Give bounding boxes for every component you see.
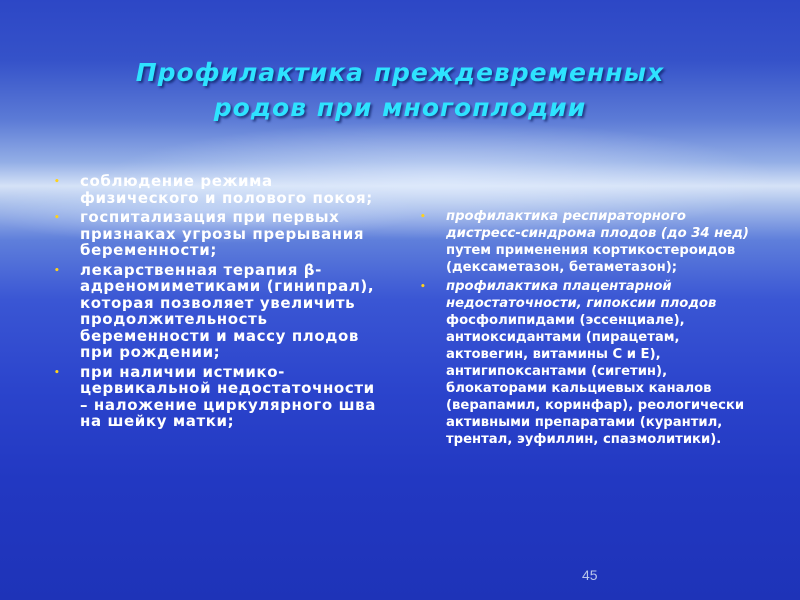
list-item-text: соблюдение режима физического и полового покоя; xyxy=(80,172,373,207)
bullet-icon: • xyxy=(54,265,61,276)
bullet-icon: • xyxy=(420,212,426,222)
list-item xyxy=(54,262,384,361)
list-item-text: лекарственная терапия β-адреномиметиками (гинипрал), которая позволяет увеличить продолжительность беременности и массу плодов при рождении; xyxy=(80,260,375,361)
list-item-emphasis: профилактика респираторного дистресс-синдрома плодов (до 34 нед) xyxy=(446,209,749,241)
list-item-text: фосфолипидами (эссенциале), антиоксидантами (пирацетам, актовегин, витамины С и Е), антигипоксантами (сигетин), блокаторами кальциевых каналов (верапамил, коринфар), реологически активными препаратами (курантил, трентал, эуфиллин, спазмолитики). xyxy=(446,313,745,447)
title-line-1: Профилактика преждевременных xyxy=(135,58,665,87)
list-item-text: госпитализация при первых признаках угрозы прерывания беременности; xyxy=(80,208,365,259)
list-item-text: при наличии истмико-цервикальной недостаточности – наложение циркулярного шва на шейку матки; xyxy=(80,362,376,430)
right-bullet-list xyxy=(420,208,760,450)
bullet-icon: • xyxy=(54,177,61,187)
slide-title xyxy=(60,55,740,125)
list-item xyxy=(54,173,384,206)
list-item xyxy=(54,209,384,259)
list-item-text: путем применения кортикостероидов (дексаметазон, бетаметазон); xyxy=(446,243,736,275)
bullet-icon: • xyxy=(420,282,426,292)
list-item xyxy=(420,278,760,448)
list-item-emphasis: профилактика плацентарной недостаточности, гипоксии плодов xyxy=(446,279,717,311)
list-item xyxy=(54,364,384,430)
bullet-icon: • xyxy=(54,213,61,223)
bullet-icon: • xyxy=(54,367,61,378)
left-bullet-list xyxy=(54,173,384,433)
page-number: 45 xyxy=(582,567,598,583)
title-line-2: родов при многоплодии xyxy=(213,93,587,122)
list-item xyxy=(420,208,760,276)
